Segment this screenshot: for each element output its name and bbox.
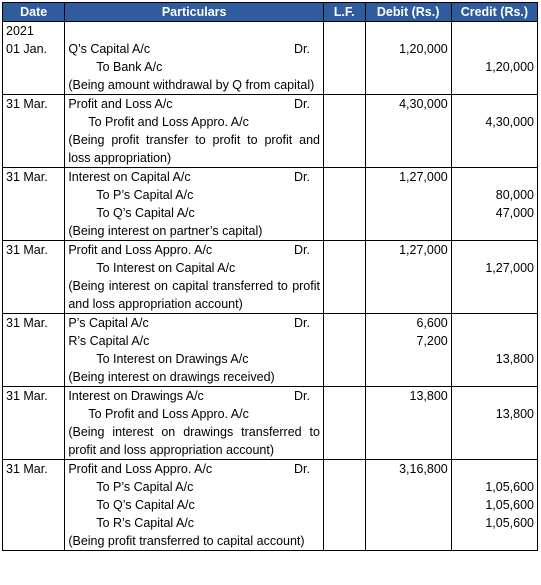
entry-lf — [323, 460, 365, 551]
dr-label: Dr. — [294, 462, 310, 476]
entry-debit — [365, 168, 451, 241]
debit-account: Profit and Loss Appro. A/c — [68, 462, 213, 476]
entry-particulars — [65, 168, 324, 241]
entry-date-cell — [3, 22, 65, 95]
entry-lf — [323, 95, 365, 168]
header-particulars: Particulars — [65, 3, 324, 22]
journal-entry — [3, 241, 538, 314]
debit-amount: 4,30,000 — [399, 97, 448, 111]
entry-date: 31 Mar. — [6, 316, 48, 330]
entry-particulars — [65, 314, 324, 387]
entry-date-cell — [3, 460, 65, 551]
debit-amount: 13,800 — [409, 389, 448, 403]
credit-account: To R’s Capital A/c — [96, 516, 195, 530]
debit-account: P’s Capital A/c — [68, 316, 149, 330]
debit-account: Profit and Loss A/c — [68, 97, 173, 111]
header-debit: Debit (Rs.) — [365, 3, 451, 22]
entry-credit — [451, 241, 537, 314]
credit-amount: 13,800 — [495, 352, 534, 366]
entry-particulars — [65, 22, 324, 95]
entry-date: 01 Jan. — [6, 42, 48, 56]
entry-lf — [323, 168, 365, 241]
header-row — [3, 3, 538, 22]
journal-entry — [3, 387, 538, 460]
header-credit: Credit (Rs.) — [451, 3, 537, 22]
debit-amount: 7,200 — [416, 334, 448, 348]
journal-entry — [3, 95, 538, 168]
entry-date-cell — [3, 241, 65, 314]
entry-date-cell — [3, 168, 65, 241]
entry-particulars — [65, 95, 324, 168]
credit-account: To P’s Capital A/c — [96, 188, 194, 202]
journal-entry — [3, 460, 538, 551]
credit-amount: 80,000 — [495, 188, 534, 202]
narration: (Being interest on drawings transferred to profit and loss appropriation account) — [68, 425, 320, 457]
entry-lf — [323, 22, 365, 95]
entry-particulars — [65, 460, 324, 551]
dr-label: Dr. — [294, 170, 310, 184]
header-lf: L.F. — [323, 3, 365, 22]
entry-credit — [451, 168, 537, 241]
entry-particulars — [65, 387, 324, 460]
entry-debit — [365, 22, 451, 95]
entry-particulars — [65, 241, 324, 314]
entry-date: 31 Mar. — [6, 389, 48, 403]
entry-date: 31 Mar. — [6, 170, 48, 184]
credit-account: To Q’s Capital A/c — [96, 206, 195, 220]
journal-entry — [3, 22, 538, 95]
credit-amount: 13,800 — [495, 407, 534, 421]
credit-amount: 4,30,000 — [485, 115, 534, 129]
credit-account: To Interest on Capital A/c — [96, 261, 236, 275]
credit-account: To Interest on Drawings A/c — [96, 352, 249, 366]
debit-account: Profit and Loss Appro. A/c — [68, 243, 213, 257]
debit-account: Interest on Capital A/c — [68, 170, 191, 184]
entry-year: 2021 — [6, 24, 34, 38]
entry-date-cell — [3, 387, 65, 460]
entry-lf — [323, 387, 365, 460]
entry-credit — [451, 387, 537, 460]
credit-amount: 1,05,600 — [485, 516, 534, 530]
dr-label: Dr. — [294, 316, 310, 330]
credit-amount: 1,20,000 — [485, 60, 534, 74]
journal-entry — [3, 168, 538, 241]
debit-amount: 1,27,000 — [399, 170, 448, 184]
debit-account: Interest on Drawings A/c — [68, 389, 204, 403]
credit-account: To P’s Capital A/c — [96, 480, 194, 494]
dr-label: Dr. — [294, 97, 310, 111]
entry-debit — [365, 314, 451, 387]
narration: (Being interest on partner’s capital) — [68, 224, 263, 238]
narration: (Being profit transfer to profit to profit and loss appropriation) — [68, 133, 320, 165]
entry-debit — [365, 460, 451, 551]
journal-entries-table — [2, 2, 538, 551]
entry-credit — [451, 314, 537, 387]
entry-debit — [365, 95, 451, 168]
debit-account: Q’s Capital A/c — [68, 42, 151, 56]
entry-debit — [365, 387, 451, 460]
dr-label: Dr. — [294, 389, 310, 403]
dr-label: Dr. — [294, 42, 310, 56]
entry-credit — [451, 22, 537, 95]
header-date: Date — [3, 3, 65, 22]
entry-credit — [451, 95, 537, 168]
narration: (Being profit transferred to capital account) — [68, 534, 305, 548]
debit-account: R’s Capital A/c — [68, 334, 150, 348]
entry-debit — [365, 241, 451, 314]
journal-entry — [3, 314, 538, 387]
debit-amount: 6,600 — [416, 316, 448, 330]
entry-credit — [451, 460, 537, 551]
entry-date: 31 Mar. — [6, 243, 48, 257]
credit-account: To Profit and Loss Appro. A/c — [88, 115, 249, 129]
debit-amount: 3,16,800 — [399, 462, 448, 476]
debit-amount: 1,27,000 — [399, 243, 448, 257]
entry-date: 31 Mar. — [6, 462, 48, 476]
credit-account: To Bank A/c — [96, 60, 163, 74]
debit-amount: 1,20,000 — [399, 42, 448, 56]
credit-amount: 1,05,600 — [485, 480, 534, 494]
entry-lf — [323, 241, 365, 314]
entry-date: 31 Mar. — [6, 97, 48, 111]
dr-label: Dr. — [294, 243, 310, 257]
entry-date-cell — [3, 95, 65, 168]
credit-amount: 1,05,600 — [485, 498, 534, 512]
credit-amount: 1,27,000 — [485, 261, 534, 275]
narration: (Being interest on capital transferred to profit and loss appropriation account) — [68, 279, 320, 311]
credit-account: To Q’s Capital A/c — [96, 498, 195, 512]
narration: (Being interest on drawings received) — [68, 370, 275, 384]
entry-date-cell — [3, 314, 65, 387]
credit-account: To Profit and Loss Appro. A/c — [88, 407, 249, 421]
entry-lf — [323, 314, 365, 387]
narration: (Being amount withdrawal by Q from capital) — [68, 78, 315, 92]
credit-amount: 47,000 — [495, 206, 534, 220]
